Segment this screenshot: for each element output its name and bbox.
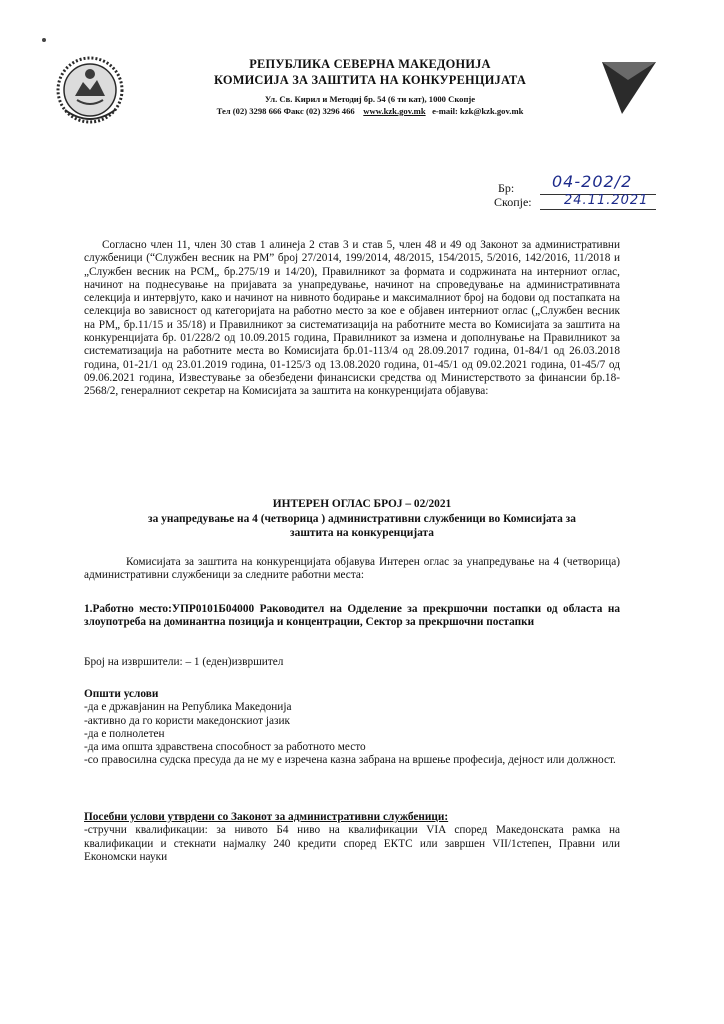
header-republic: РЕПУБЛИКА СЕВЕРНА МАКЕДОНИЈА xyxy=(249,57,491,71)
header-commission: КОМИСИЈА ЗА ЗАШТИТА НА КОНКУРЕНЦИЈАТА xyxy=(213,73,526,87)
ref-number-label: Бр: xyxy=(498,181,515,195)
header-website: www.kzk.gov.mk xyxy=(363,106,426,116)
special-condition-item: -стручни квалификации: за нивото Б4 ниво на квалификации VIA според Македонската рамка на квалификации и стекнати најмалку 240 кредити според ЕКТС или завршен VII/1степен, Правни или Економски науки xyxy=(84,824,620,863)
header-email: e-mail: kzk@kzk.gov.mk xyxy=(432,106,524,116)
announcement-paragraph: Комисијата за заштита на конкуренцијата објавува Интерен оглас за унапредување на 4 (четворица) административни службеници за следните работни места: xyxy=(84,556,620,582)
announcement-section xyxy=(84,556,620,583)
coat-of-arms-icon xyxy=(55,52,125,128)
ref-number-value: 04-202/2 xyxy=(552,172,633,191)
position-executors: Број на извршители: – 1 (еден)извршител xyxy=(84,656,284,668)
general-condition-item: -да е државјанин на Република Македонија xyxy=(84,701,292,714)
intro-paragraph: Согласно член 11, член 30 став 1 алинеја 2 став 3 и став 5, член 48 и 49 од Законот за административни службеници (“Службен весник на РМ” број 27/2014, 199/2014, 48/2015, 154/2015, 5/2016, 142/2016, 11/2018 и „Службен весник на РСМ„ бр.275/19 и 14/20), Правилникот за формата и содржината на интерниот оглас, начинот на поднесување на пријавата за унапредување, начинот на спроведување на административната селекција и интервјуто, како и начинот на нивното бодирање и максималниот број на бодови од постапката на селекција во зависност од категоријата на работно место за кое е објавен интерниот оглас („Службен весник на РМ„ бр.11/15 и 35/18) и Правилникот за систематизација на работните места во Комисијата за заштита на конкуренцијата бр. 01/228/2 од 10.09.2015 година, Правилникот за измена и дополнување на Правилникот за систематизација на работните места во Комисијата бр.01-113/4 од 28.09.2017 година, 01-84/1 од 26.03.2018 година, 01-21/1 од 23.01.2019 година, 01-125/3 од 13.08.2020 година, 01-45/1 од 09.02.2021 година, 01-45/7 од 09.06.2021 година, Известување за обезбедени финансиски средства од Министерството за финансии бр.18-2568/2, генералниот секретар на Комисијата за заштита на конкуренцијата објавува: xyxy=(84,239,620,398)
general-conditions xyxy=(84,688,620,768)
general-condition-item: -да е полнолетен xyxy=(84,727,165,740)
notice-subtitle-line2: заштита на конкуренцијата xyxy=(290,527,434,539)
intro-section xyxy=(84,239,620,399)
notice-subtitle-line1: за унапредување на 4 (четворица ) административни службеници во Комисијата за xyxy=(148,513,576,525)
header-phone-fax: Тел (02) 3298 666 Факс (02) 3296 466 xyxy=(216,106,355,116)
special-conditions xyxy=(84,811,620,864)
notice-title: ИНТЕРЕН ОГЛАС БРОЈ – 02/2021 xyxy=(272,498,452,510)
header-contacts-line xyxy=(180,106,560,116)
header-address: Ул. Св. Кирил и Методиј бр. 54 (6 ти кат), 1000 Скопје xyxy=(264,94,476,104)
position-heading: 1.Работно место:УПР0101Б04000 Раководител на Одделение за прекршочни постапки од областа на злоупотреба на доминантна позиција и концентрации, Сектор за прекршочни постапки xyxy=(84,603,620,629)
general-condition-item: -со правосилна судска пресуда да не му е изречена казна забрана на вршење професија, дејност или должност. xyxy=(84,754,616,767)
general-condition-item: -да има општа здравствена способност за работното место xyxy=(84,741,366,754)
position-executors-wrap xyxy=(84,656,620,669)
ref-date-underline xyxy=(540,209,656,210)
position-section xyxy=(84,603,620,630)
ref-city-label: Скопје: xyxy=(494,195,532,209)
general-condition-item: -активно да го користи македонскиот јазик xyxy=(84,714,290,727)
general-conditions-heading: Општи услови xyxy=(84,688,159,700)
ref-date-value: 24.11.2021 xyxy=(564,193,649,208)
scan-mark xyxy=(42,38,46,42)
special-conditions-heading: Посебни услови утврдени со Законот за административни службеници: xyxy=(84,811,449,823)
commission-logo-icon xyxy=(598,56,660,118)
